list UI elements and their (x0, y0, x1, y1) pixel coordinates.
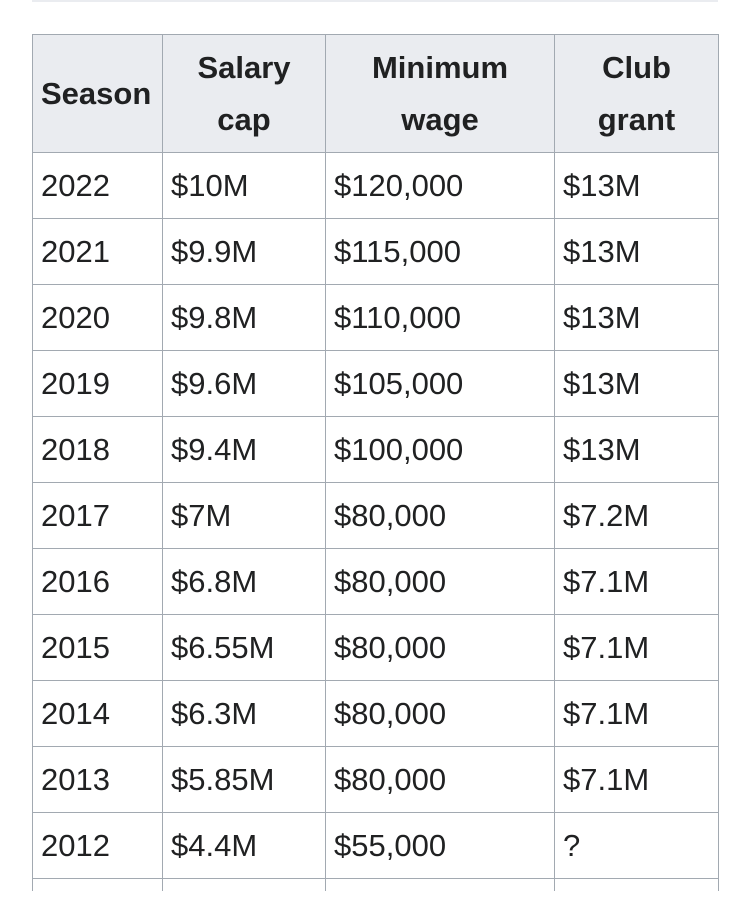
club-grant-cell: $13M (555, 153, 719, 219)
column-header-minimum-wage[interactable] (326, 35, 555, 153)
header-line: grant (597, 101, 676, 137)
minimum-wage-cell: $80,000 (326, 681, 555, 747)
season-cell: 2019 (33, 351, 163, 417)
season-cell: 2014 (33, 681, 163, 747)
table-row (33, 549, 719, 615)
season-cell: 2013 (33, 747, 163, 813)
minimum-wage-cell: $120,000 (326, 153, 555, 219)
table-row (33, 219, 719, 285)
table-row (33, 351, 719, 417)
salary-cap-cell: $9.6M (163, 351, 326, 417)
season-cell: 2022 (33, 153, 163, 219)
header-line: Club (602, 49, 671, 85)
club-grant-cell: $13M (555, 351, 719, 417)
empty-cell (163, 879, 326, 892)
table-row (33, 615, 719, 681)
club-grant-cell: $7.1M (555, 615, 719, 681)
salary-cap-cell: $4.4M (163, 813, 326, 879)
empty-cell (33, 879, 163, 892)
header-line: wage (401, 101, 479, 137)
season-cell: 2021 (33, 219, 163, 285)
header-line: Salary (197, 49, 291, 85)
salary-cap-cell: $7M (163, 483, 326, 549)
empty-cell (326, 879, 555, 892)
header-line: Minimum (371, 49, 509, 85)
club-grant-cell: $13M (555, 417, 719, 483)
salary-cap-cell: $9.9M (163, 219, 326, 285)
season-cell: 2016 (33, 549, 163, 615)
season-cell: 2020 (33, 285, 163, 351)
table-row (33, 153, 719, 219)
empty-cell (555, 879, 719, 892)
header-row (33, 35, 719, 153)
minimum-wage-cell: $80,000 (326, 549, 555, 615)
minimum-wage-cell: $115,000 (326, 219, 555, 285)
salary-cap-cell: $5.85M (163, 747, 326, 813)
club-grant-cell: $13M (555, 219, 719, 285)
table-row (33, 417, 719, 483)
season-cell: 2017 (33, 483, 163, 549)
season-cell: 2015 (33, 615, 163, 681)
table-row (33, 483, 719, 549)
header-line: cap (217, 101, 271, 137)
minimum-wage-cell: $105,000 (326, 351, 555, 417)
column-header-salary-cap[interactable] (163, 35, 326, 153)
minimum-wage-cell: $110,000 (326, 285, 555, 351)
table-row-partial (33, 879, 719, 892)
club-grant-cell: ? (555, 813, 719, 879)
minimum-wage-cell: $55,000 (326, 813, 555, 879)
minimum-wage-cell: $100,000 (326, 417, 555, 483)
club-grant-cell: $7.2M (555, 483, 719, 549)
club-grant-cell: $7.1M (555, 681, 719, 747)
table-row (33, 747, 719, 813)
salary-cap-cell: $6.3M (163, 681, 326, 747)
minimum-wage-cell: $80,000 (326, 615, 555, 681)
minimum-wage-cell: $80,000 (326, 747, 555, 813)
table-row (33, 813, 719, 879)
salary-cap-cell: $10M (163, 153, 326, 219)
salary-cap-cell: $9.8M (163, 285, 326, 351)
table-row (33, 681, 719, 747)
salary-cap-cell: $9.4M (163, 417, 326, 483)
table-row (33, 285, 719, 351)
season-cell: 2018 (33, 417, 163, 483)
column-header-club-grant[interactable] (555, 35, 719, 153)
club-grant-cell: $13M (555, 285, 719, 351)
column-header-season[interactable]: Season (33, 35, 163, 153)
club-grant-cell: $7.1M (555, 747, 719, 813)
minimum-wage-cell: $80,000 (326, 483, 555, 549)
top-divider (32, 0, 718, 2)
salary-cap-cell: $6.8M (163, 549, 326, 615)
season-cell: 2012 (33, 813, 163, 879)
salary-table (32, 34, 719, 891)
salary-cap-cell: $6.55M (163, 615, 326, 681)
table-body (33, 153, 719, 892)
club-grant-cell: $7.1M (555, 549, 719, 615)
